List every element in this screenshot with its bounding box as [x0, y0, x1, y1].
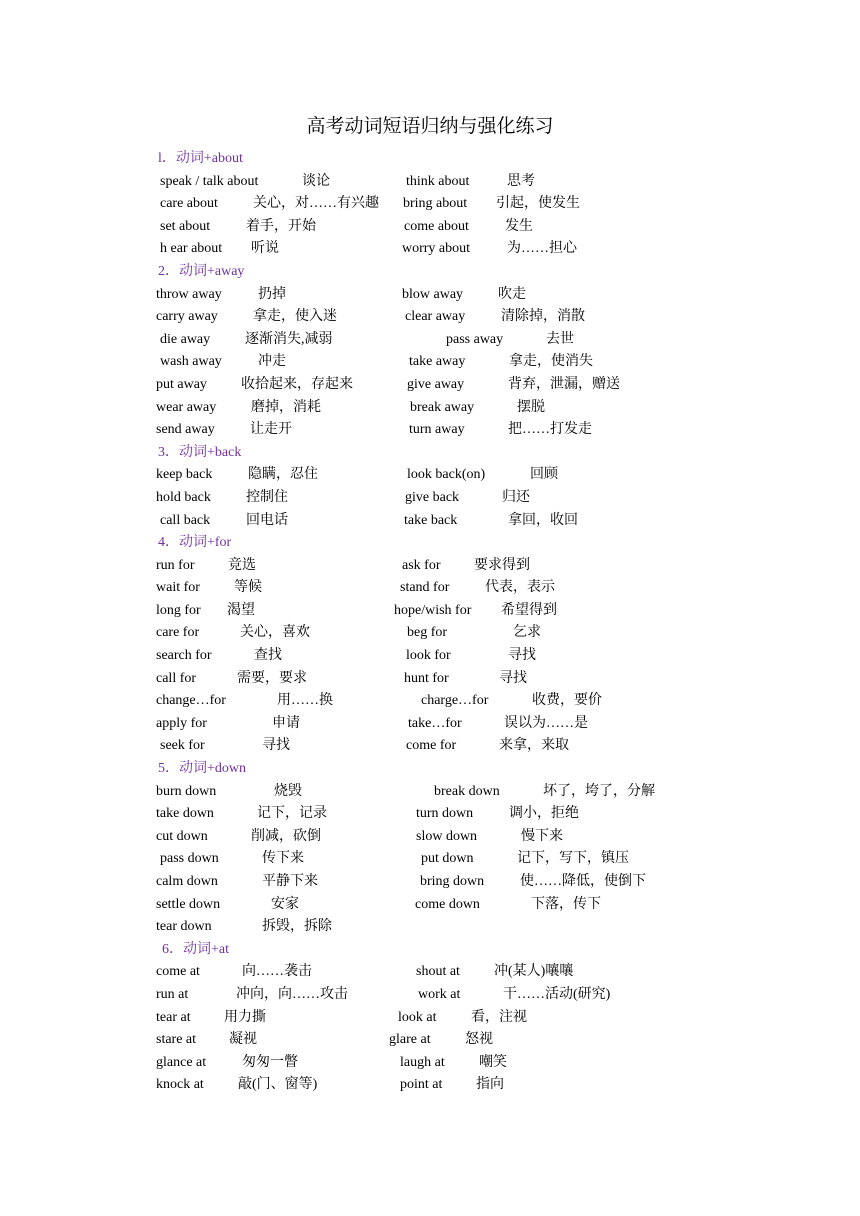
phrase-zh: 吹走	[498, 286, 526, 302]
section-heading-row	[0, 939, 860, 962]
phrase-en: slow down	[416, 828, 478, 844]
phrase-row	[0, 1029, 860, 1052]
phrase-zh: 回顾	[530, 467, 558, 483]
section-heading: 3．动词+back	[158, 444, 242, 460]
phrase-zh: 等候	[234, 580, 262, 596]
phrase-row	[0, 961, 860, 984]
phrase-en: think about	[406, 173, 470, 189]
phrase-row	[0, 622, 860, 645]
section-heading-row	[0, 261, 860, 284]
phrase-zh: 下落，传下	[531, 896, 601, 912]
phrase-row	[0, 668, 860, 691]
phrase-row	[0, 193, 860, 216]
phrase-zh: 背弃，泄漏，赠送	[508, 376, 620, 392]
phrase-zh: 清除掉，消散	[501, 309, 585, 325]
phrase-zh: 干……活动(研究)	[503, 986, 611, 1002]
phrase-en: stand for	[400, 580, 450, 596]
phrase-zh: 慢下来	[521, 828, 563, 844]
phrase-zh: 要求得到	[474, 557, 530, 573]
phrase-row	[0, 374, 860, 397]
phrase-en: burn down	[156, 783, 217, 799]
phrase-zh: 记下，写下，镇压	[517, 851, 629, 867]
phrase-zh: 归还	[502, 489, 530, 505]
phrase-en: knock at	[156, 1077, 204, 1093]
phrase-zh: 乞求	[513, 625, 541, 641]
phrase-en: h ear about	[160, 241, 223, 257]
phrase-en: wait for	[156, 580, 200, 596]
phrase-en: clear away	[405, 309, 466, 325]
phrase-en: come down	[415, 896, 480, 912]
phrase-zh: 扔掉	[258, 286, 286, 302]
phrase-row	[0, 284, 860, 307]
phrase-zh: 寻找	[508, 648, 536, 664]
phrase-row	[0, 848, 860, 871]
phrase-en: apply for	[156, 715, 207, 731]
phrase-row	[0, 781, 860, 804]
section-heading-row	[0, 442, 860, 465]
phrase-en: glare at	[389, 1032, 431, 1048]
phrase-zh: 听说	[251, 241, 279, 257]
phrase-en: hunt for	[404, 670, 449, 686]
phrase-zh: 记下，记录	[257, 806, 327, 822]
phrase-row	[0, 1052, 860, 1075]
phrase-zh: 嘲笑	[479, 1054, 507, 1070]
phrase-en: cut down	[156, 828, 208, 844]
phrase-row	[0, 510, 860, 533]
phrase-en: care about	[160, 196, 218, 212]
phrase-en: put away	[156, 376, 207, 392]
phrase-en: take down	[156, 806, 214, 822]
phrase-en: give away	[407, 376, 465, 392]
phrase-row	[0, 645, 860, 668]
phrase-en: turn down	[416, 806, 474, 822]
phrase-en: glance at	[156, 1054, 207, 1070]
phrase-zh: 思考	[507, 173, 535, 189]
section-heading: 4．动词+for	[158, 535, 232, 551]
phrase-en: come at	[156, 964, 200, 980]
phrase-zh: 用……换	[277, 693, 333, 709]
phrase-zh: 指向	[476, 1077, 504, 1093]
phrase-en: work at	[418, 986, 461, 1002]
phrase-en: tear at	[156, 1009, 191, 1025]
phrase-zh: 来拿，来取	[499, 738, 569, 754]
phrase-row	[0, 600, 860, 623]
phrase-zh: 凝视	[229, 1032, 257, 1048]
phrase-en: give back	[405, 489, 460, 505]
phrase-en: die away	[160, 331, 211, 347]
phrase-row	[0, 419, 860, 442]
phrase-en: beg for	[407, 625, 448, 641]
phrase-zh: 看，注视	[471, 1009, 527, 1025]
phrase-en: look at	[398, 1009, 437, 1025]
phrase-zh: 发生	[505, 218, 533, 234]
phrase-en: break away	[410, 399, 475, 415]
phrase-zh: 拿回，收回	[508, 512, 578, 528]
phrase-en: come about	[404, 218, 469, 234]
phrase-en: speak / talk about	[160, 173, 259, 189]
phrase-en: look for	[406, 648, 451, 664]
phrase-row	[0, 216, 860, 239]
phrase-en: tear down	[156, 919, 212, 935]
phrase-en: wear away	[156, 399, 217, 415]
phrase-row	[0, 577, 860, 600]
phrase-row	[0, 735, 860, 758]
section-heading: 5．动词+down	[158, 761, 247, 777]
phrase-row	[0, 894, 860, 917]
phrase-zh: 摆脱	[517, 399, 545, 415]
phrase-en: wash away	[160, 354, 222, 370]
section-heading: 6．动词+at	[162, 941, 229, 957]
phrase-zh: 怒视	[465, 1032, 493, 1048]
phrase-en: turn away	[409, 422, 465, 438]
phrase-zh: 把……打发走	[508, 422, 592, 438]
phrase-zh: 冲走	[258, 354, 286, 370]
phrase-row	[0, 1074, 860, 1097]
phrase-zh: 冲(某人)嚷嚷	[494, 964, 574, 980]
phrase-en: throw away	[156, 286, 222, 302]
phrase-row	[0, 171, 860, 194]
phrase-zh: 收拾起来，存起来	[241, 376, 353, 392]
phrase-en: care for	[156, 625, 200, 641]
phrase-zh: 敲(门、窗等)	[238, 1077, 318, 1093]
phrase-en: pass down	[160, 851, 219, 867]
phrase-row	[0, 690, 860, 713]
phrase-zh: 削减，砍倒	[251, 828, 321, 844]
phrase-zh: 希望得到	[501, 602, 557, 618]
phrase-en: take…for	[408, 715, 462, 731]
phrase-en: set about	[160, 218, 211, 234]
phrase-en: run at	[156, 986, 189, 1002]
phrase-row	[0, 487, 860, 510]
phrase-row	[0, 1007, 860, 1030]
phrase-row	[0, 984, 860, 1007]
phrase-en: point at	[400, 1077, 443, 1093]
phrase-zh: 让走开	[250, 422, 292, 438]
phrase-zh: 冲向，向……攻击	[236, 986, 348, 1002]
phrase-zh: 坏了，垮了，分解	[543, 783, 655, 799]
section-heading-row	[0, 532, 860, 555]
phrase-row	[0, 464, 860, 487]
phrase-zh: 平静下来	[262, 874, 318, 889]
phrase-zh: 使……降低，使倒下	[520, 874, 646, 889]
phrase-zh: 用力撕	[224, 1009, 266, 1025]
phrase-zh: 着手，开始	[246, 218, 316, 234]
phrase-en: hope/wish for	[394, 602, 472, 618]
phrase-row	[0, 306, 860, 329]
phrase-en: call back	[160, 512, 211, 528]
phrase-en: ask for	[402, 557, 441, 573]
phrase-zh: 安家	[271, 896, 299, 912]
phrase-en: seek for	[160, 738, 205, 754]
phrase-en: come for	[406, 738, 457, 754]
phrase-en: keep back	[156, 467, 213, 483]
phrase-zh: 渴望	[227, 602, 255, 618]
phrase-zh: 隐瞒，忍住	[248, 467, 318, 483]
phrase-zh: 误以为……是	[504, 715, 588, 731]
phrase-zh: 寻找	[262, 738, 290, 754]
phrase-row	[0, 803, 860, 826]
phrase-zh: 控制住	[246, 489, 288, 505]
phrase-en: take back	[404, 512, 458, 528]
phrase-zh: 去世	[546, 331, 574, 347]
phrase-zh: 磨掉，消耗	[251, 399, 321, 415]
phrase-zh: 收费，要价	[532, 693, 602, 709]
phrase-en: hold back	[156, 489, 211, 505]
phrase-row	[0, 916, 860, 939]
phrase-en: settle down	[156, 896, 221, 912]
phrase-en: take away	[409, 354, 466, 370]
phrase-en: long for	[156, 602, 201, 618]
phrase-zh: 谈论	[302, 173, 330, 189]
phrase-en: search for	[156, 648, 212, 664]
phrase-en: put down	[421, 851, 474, 867]
phrase-en: charge…for	[421, 693, 489, 709]
phrase-zh: 匆匆一瞥	[242, 1054, 298, 1070]
phrase-en: bring down	[420, 874, 485, 889]
phrase-en: laugh at	[400, 1054, 445, 1070]
section-heading: l．动词+about	[158, 151, 243, 166]
phrase-row	[0, 351, 860, 374]
phrase-zh: 寻找	[499, 670, 527, 686]
phrase-en: look back(on)	[407, 467, 486, 483]
phrase-zh: 拿走，使入迷	[253, 309, 337, 325]
phrase-en: call for	[156, 670, 197, 686]
phrase-zh: 逐渐消失,减弱	[245, 331, 333, 347]
phrase-en: change…for	[156, 693, 226, 709]
phrase-row	[0, 329, 860, 352]
phrase-zh: 为……担心	[507, 241, 577, 257]
phrase-zh: 关心，对……有兴趣	[253, 196, 379, 212]
phrase-zh: 关心，喜欢	[240, 625, 310, 641]
phrase-row	[0, 397, 860, 420]
section-heading: 2．动词+away	[158, 263, 245, 279]
phrase-zh: 拆毁，拆除	[262, 919, 332, 935]
page-title: 高考动词短语归纳与强化练习	[306, 116, 554, 137]
phrase-zh: 回电话	[246, 512, 288, 528]
phrase-en: carry away	[156, 309, 218, 325]
phrase-en: break down	[434, 783, 500, 799]
phrase-en: blow away	[402, 286, 464, 302]
section-heading-row	[0, 148, 860, 171]
phrase-en: run for	[156, 557, 195, 573]
phrase-en: calm down	[156, 874, 218, 889]
phrase-row	[0, 871, 860, 894]
phrase-zh: 传下来	[262, 851, 304, 867]
phrase-zh: 调小，拒绝	[509, 806, 579, 822]
phrase-en: bring about	[403, 196, 468, 212]
phrase-zh: 向……袭击	[242, 964, 312, 980]
phrase-en: worry about	[402, 241, 471, 257]
phrase-zh: 申请	[272, 715, 300, 731]
phrase-en: pass away	[446, 331, 504, 347]
phrase-row	[0, 555, 860, 578]
phrase-zh: 代表，表示	[485, 580, 555, 596]
phrase-row	[0, 238, 860, 261]
phrase-row	[0, 826, 860, 849]
phrase-zh: 竞选	[228, 557, 256, 573]
phrase-zh: 查找	[254, 648, 282, 664]
phrase-zh: 需要，要求	[237, 670, 307, 686]
phrase-row	[0, 713, 860, 736]
phrase-zh: 引起，使发生	[496, 196, 580, 212]
phrase-zh: 烧毁	[274, 783, 302, 799]
phrase-en: stare at	[156, 1032, 197, 1048]
section-heading-row	[0, 758, 860, 781]
phrase-en: shout at	[416, 964, 460, 980]
phrase-zh: 拿走，使消失	[509, 354, 593, 370]
phrase-en: send away	[156, 422, 215, 438]
phrase-list	[0, 148, 860, 1097]
